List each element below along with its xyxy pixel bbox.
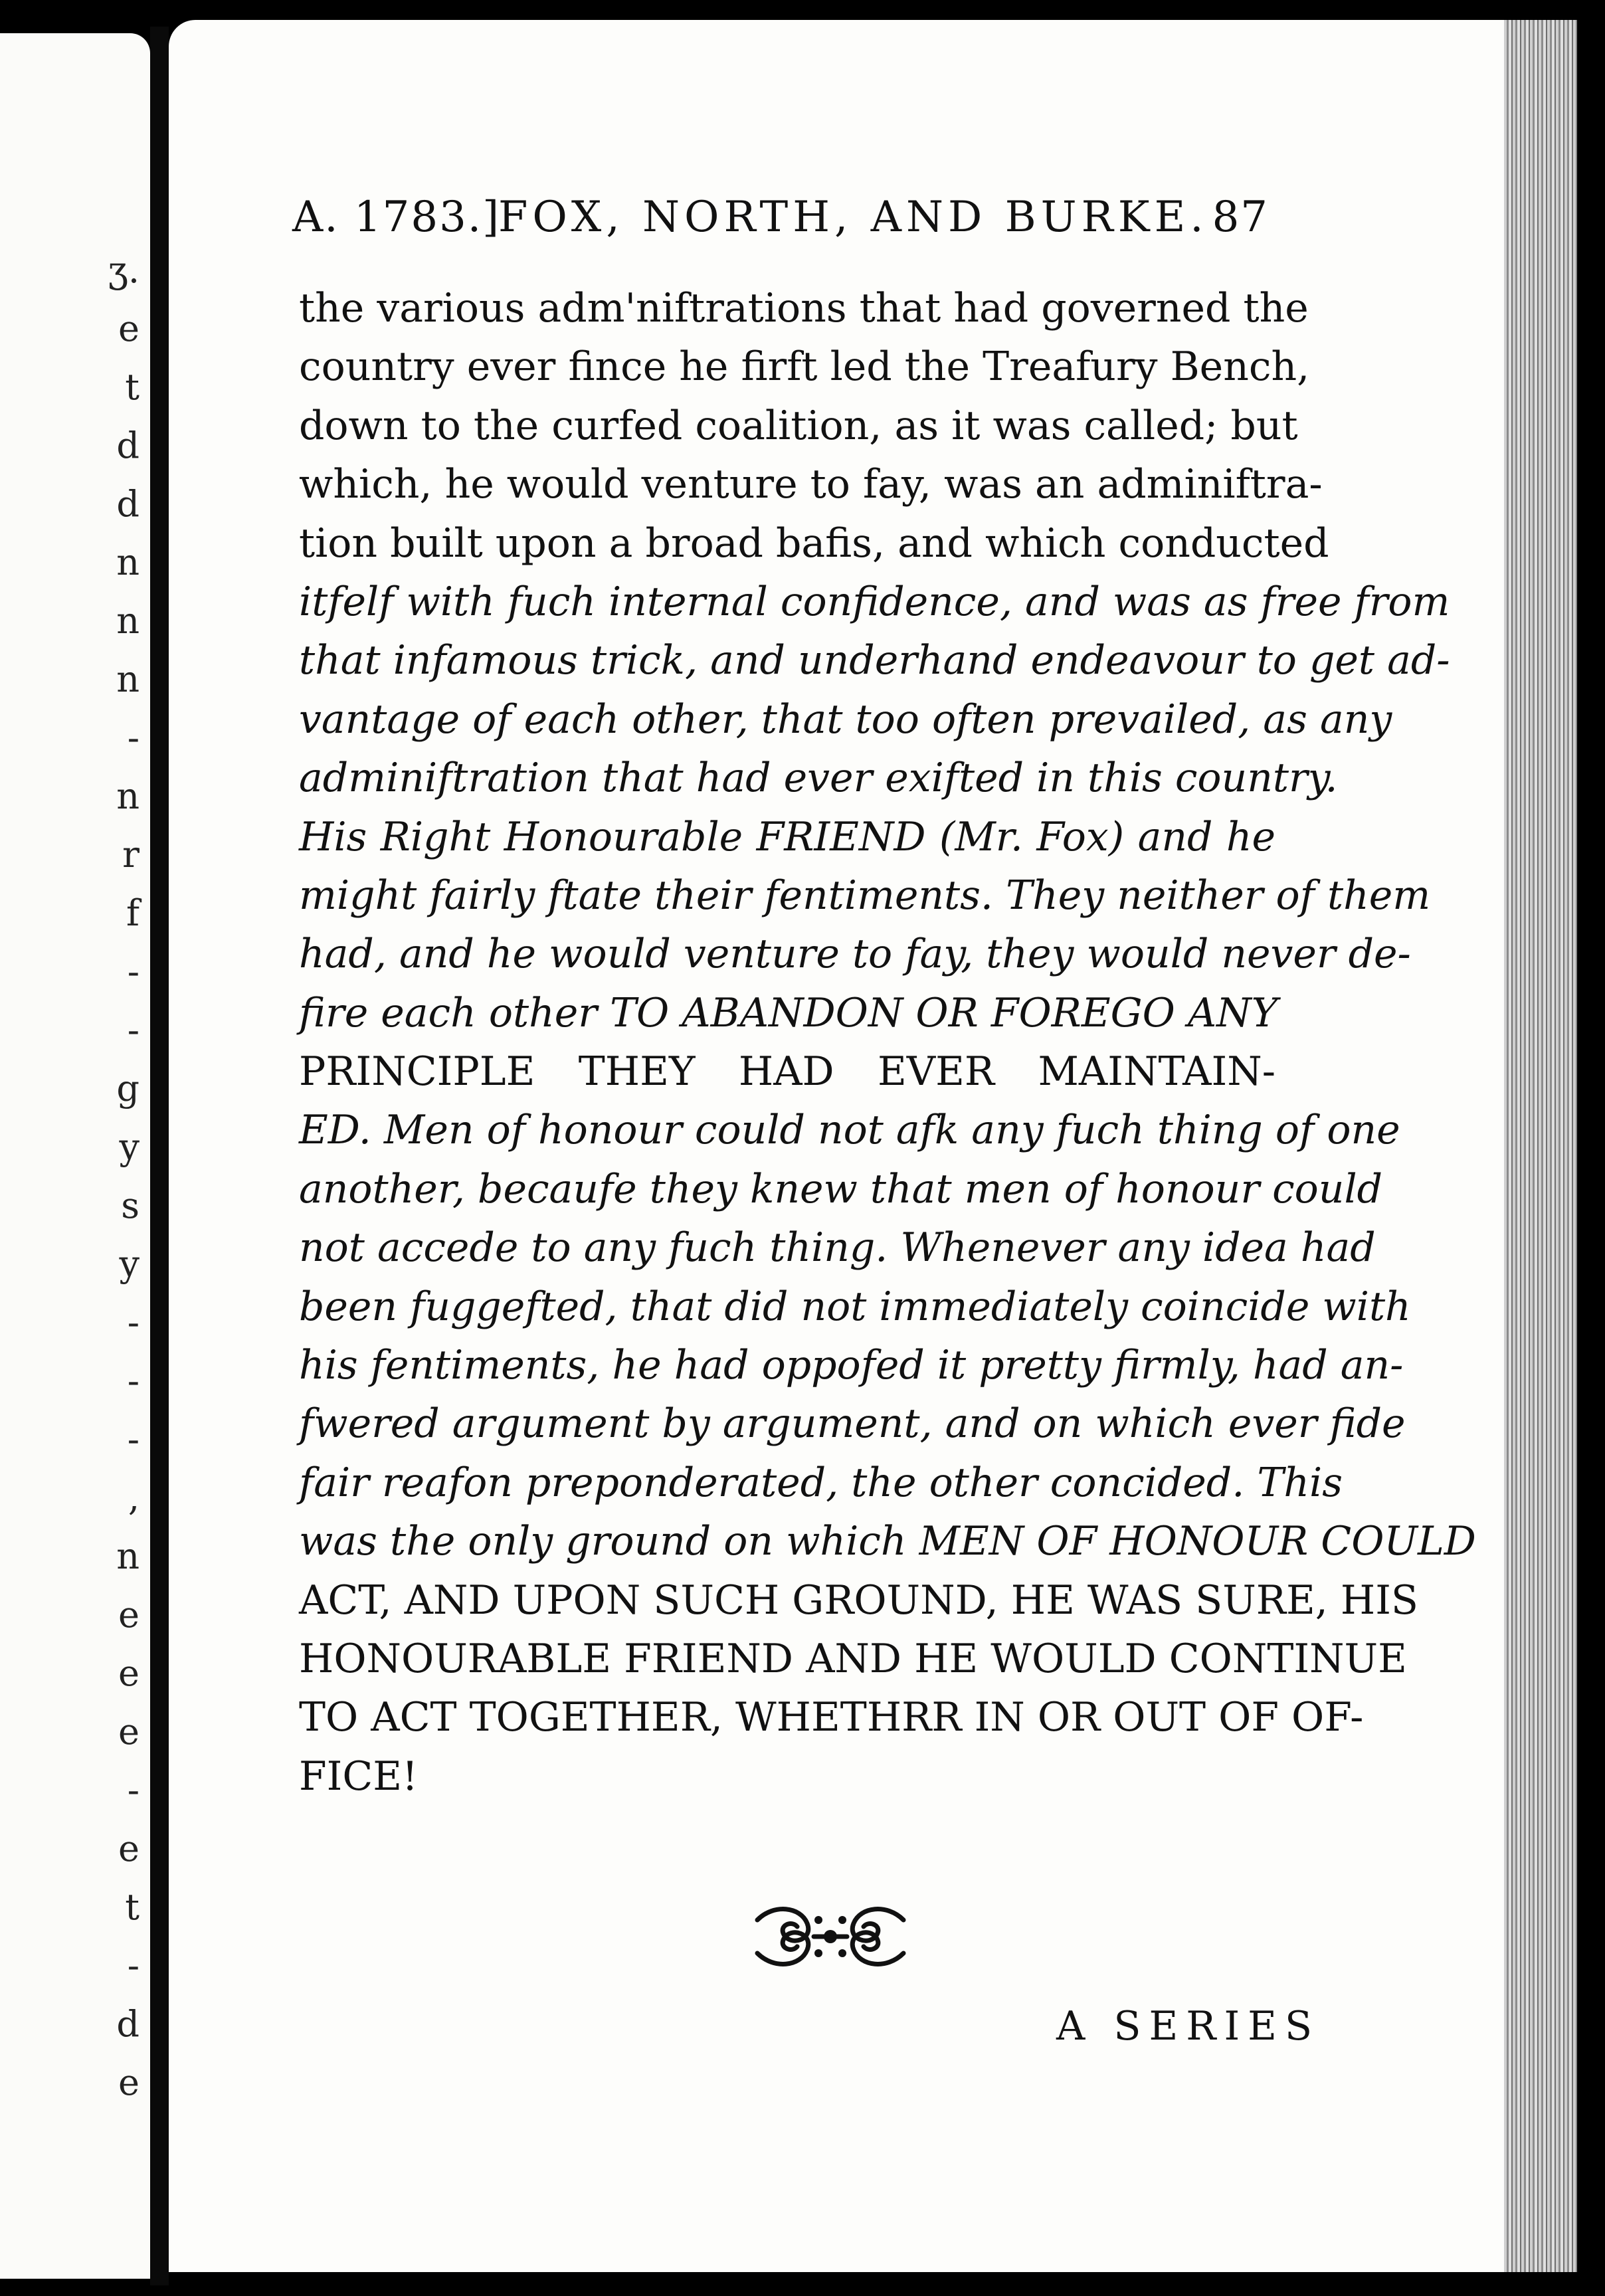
facing-page-letter: d — [116, 2003, 140, 2045]
running-head: A. 1783.] — [292, 193, 501, 242]
text-line: vantage of each other, that too often prevailed, as any — [299, 696, 1392, 743]
text-line: PRINCIPLE THEY HAD EVER MAINTAIN- — [299, 1048, 1275, 1096]
facing-page-letter: t — [125, 366, 140, 408]
text-line: down to the curfed coalition, as it was called; but — [299, 402, 1298, 449]
page-title: FOX, NORTH, AND BURKE. — [498, 193, 1208, 242]
text-line: adminiftration that had ever exifted in this country. — [299, 755, 1338, 802]
facing-page-letter: f — [126, 892, 140, 934]
facing-page-letter: e — [118, 1711, 140, 1753]
facing-page-letter: n — [116, 775, 140, 817]
facing-page-letter: - — [127, 1769, 140, 1811]
facing-page-letter: - — [127, 1301, 140, 1343]
text-line: his fentiments, he had oppofed it pretty firmly, had an- — [299, 1342, 1404, 1389]
facing-page-letter: d — [116, 483, 140, 525]
facing-page-letter: s — [121, 1185, 140, 1226]
text-line: another, becaufe they knew that men of honour could — [299, 1165, 1383, 1212]
facing-page-letter: n — [116, 600, 140, 642]
text-line: might fairly ftate their fentiments. They neither of them — [299, 872, 1431, 919]
facing-page-letter: g — [116, 1068, 140, 1109]
text-line: ED. Men of honour could not afk any fuch thing of one — [299, 1107, 1400, 1154]
text-line: not accede to any fuch thing. Whenever any idea had — [299, 1224, 1376, 1272]
text-line: was the only ground on which MEN OF HONOUR COULD — [299, 1518, 1476, 1565]
text-line: that infamous trick, and underhand endeavour to get ad- — [299, 637, 1450, 684]
fleuron-ornament-icon — [744, 1900, 917, 1973]
facing-page-letter: , — [128, 1477, 140, 1519]
body-text — [299, 279, 1476, 1806]
facing-page-letter: - — [127, 951, 140, 993]
text-line: itfelf with fuch internal confidence, and was as free from — [299, 578, 1450, 625]
facing-page-letter: ʒ. — [108, 249, 140, 291]
text-line: been fuggefted, that did not immediately coincide with — [299, 1283, 1411, 1330]
left-page-fragment — [0, 33, 150, 2279]
text-line: ACT, AND UPON SUCH GROUND, HE WAS SURE, HIS — [299, 1577, 1419, 1624]
text-line: country ever fince he firft led the Treafury Bench, — [299, 343, 1310, 391]
text-line: fire each other TO ABANDON OR FOREGO ANY — [299, 989, 1278, 1036]
facing-page-letter: y — [119, 1243, 140, 1285]
facing-page-letter: e — [118, 1828, 140, 1869]
page-number: 87 — [1212, 193, 1269, 242]
facing-page-letter: n — [116, 658, 140, 700]
facing-page-letter: e — [118, 1652, 140, 1694]
text-line: which, he would venture to fay, was an adminiftra- — [299, 461, 1323, 508]
text-line: TO ACT TOGETHER, WHETHRR IN OR OUT OF OF- — [299, 1694, 1364, 1741]
facing-page-letter: d — [116, 425, 140, 466]
facing-page-letter: t — [125, 1886, 140, 1928]
facing-page-letter: n — [116, 541, 140, 583]
facing-page-letter: n — [116, 1535, 140, 1577]
text-line: His Right Honourable FRIEND (Mr. Fox) and he — [299, 813, 1275, 860]
facing-page-letter: y — [119, 1126, 140, 1168]
facing-page-letter: e — [118, 2061, 140, 2103]
text-line: FICE! — [299, 1753, 419, 1800]
text-line: the various adm'niftrations that had governed the — [299, 285, 1309, 332]
book-gutter — [150, 27, 169, 2285]
facing-page-letter: e — [118, 308, 140, 349]
text-line: fair reafon preponderated, the other concided. This — [299, 1459, 1343, 1506]
facing-page-letter: - — [127, 717, 140, 759]
facing-page-letter: r — [122, 834, 140, 876]
page-header — [292, 193, 1269, 246]
facing-page-letter: - — [127, 1360, 140, 1402]
facing-page-letter: - — [127, 1009, 140, 1051]
catchword: A SERIES — [1056, 2003, 1321, 2050]
text-line: fwered argument by argument, and on which ever fide — [299, 1400, 1406, 1448]
facing-page-letter: - — [127, 1945, 140, 1986]
text-line: tion built upon a broad bafis, and which conducted — [299, 520, 1329, 567]
text-line: HONOURABLE FRIEND AND HE WOULD CONTINUE — [299, 1635, 1407, 1682]
facing-page-letter: - — [127, 1418, 140, 1460]
page-edges — [1504, 20, 1577, 2272]
text-line: had, and he would venture to fay, they would never de- — [299, 931, 1411, 978]
facing-page-letter: e — [118, 1594, 140, 1636]
